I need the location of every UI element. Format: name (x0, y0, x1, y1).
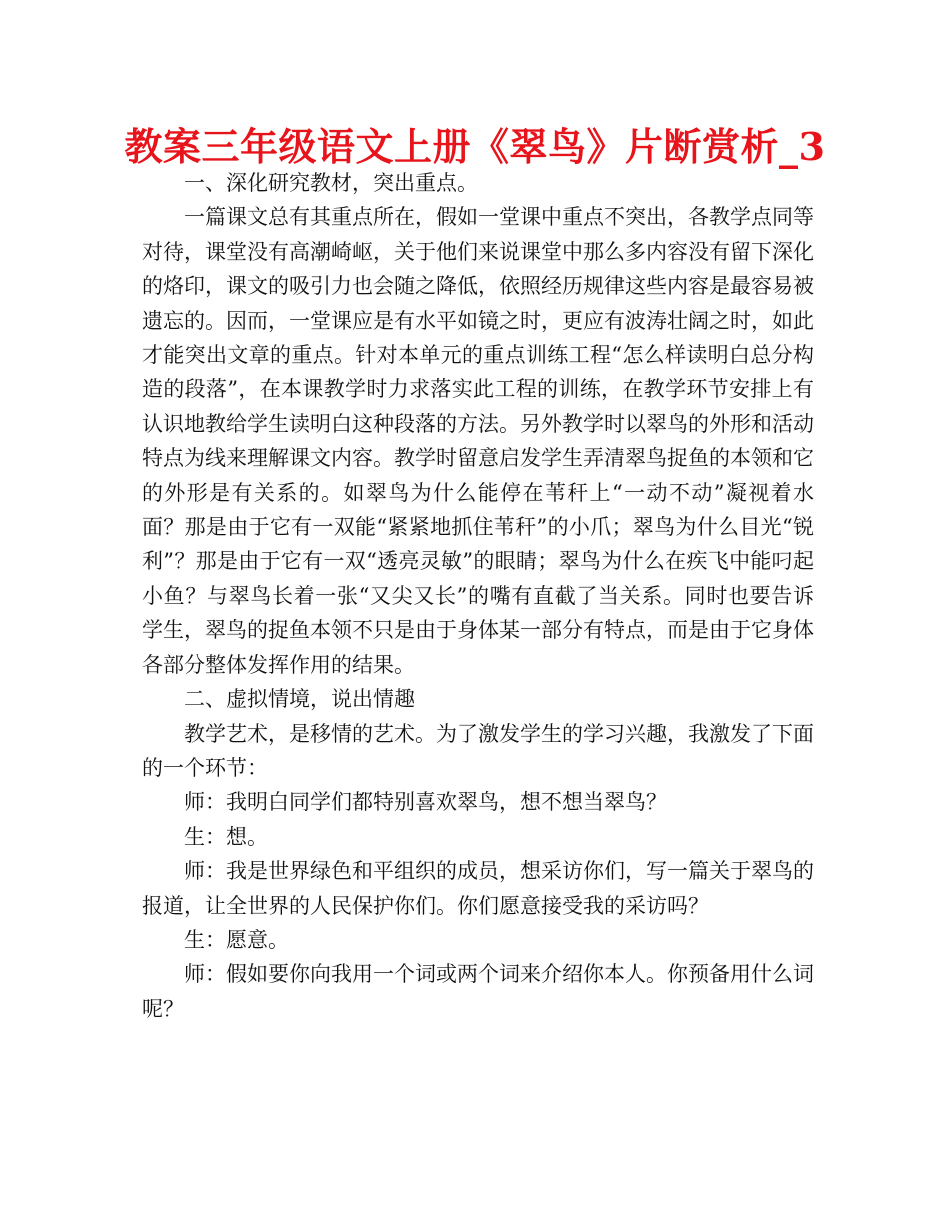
document-body (142, 166, 814, 1026)
document-title: 教案三年级语文上册《翠鸟》片断赏析_3 (124, 124, 826, 169)
paragraph: 一、深化研究教材，突出重点。 (184, 171, 478, 195)
paragraph: 二、虚拟情境，说出情趣 (184, 687, 415, 712)
paragraph: 师：假如要你向我用一个词或两个词来介绍你本人。你预备用什么词呢？ (142, 962, 814, 1021)
paragraph: 生：想。 (184, 824, 268, 849)
paragraph: 一篇课文总有其重点所在，假如一堂课中重点不突出，各教学点同等对待，课堂没有高潮崎岖，关于他们来说课堂中那么多内容没有留下深化的烙印，课文的吸引力也会随之降低，依照经历规律这些内容是最容易被遗忘的。因而，一堂课应是有水平如镜之时，更应有波涛壮阔之时，如此才能突出文章的重点。针对本单元的重点训练工程“怎么样读明白总分构造的段落”，在本课教学时力求落实此工程的训练，在教学环节安排上有认识地教给学生读明白这种段落的方法。另外教学时以翠鸟的外形和活动特点为线来理解课文内容。教学时留意启发学生弄清翠鸟捉鱼的本领和它的外形是有关系的。如翠鸟为什么能停在苇秆上“一动不动”凝视着水面？那是由于它有一双能“紧紧地抓住苇秆”的小爪；翠鸟为什么目光“锐利”？那是由于它有一双“透亮灵敏”的眼睛；翠鸟为什么在疾飞中能叼起小鱼？与翠鸟长着一张“又尖又长”的嘴有直截了当关系。同时也要告诉学生，翠鸟的捉鱼本领不只是由于身体某一部分有特点，而是由于它身体各部分整体发挥作用的结果。 (142, 205, 814, 677)
paragraph: 师：我明白同学们都特别喜欢翠鸟，想不想当翠鸟？ (184, 790, 667, 815)
paragraph: 师：我是世界绿色和平组织的成员，想采访你们，写一篇关于翠鸟的报道，让全世界的人民保护你们。你们愿意接受我的采访吗？ (142, 859, 814, 918)
paragraph: 教学艺术，是移情的艺术。为了激发学生的学习兴趣，我激发了下面的一个环节： (142, 721, 814, 780)
paragraph: 生：愿意。 (184, 927, 289, 952)
